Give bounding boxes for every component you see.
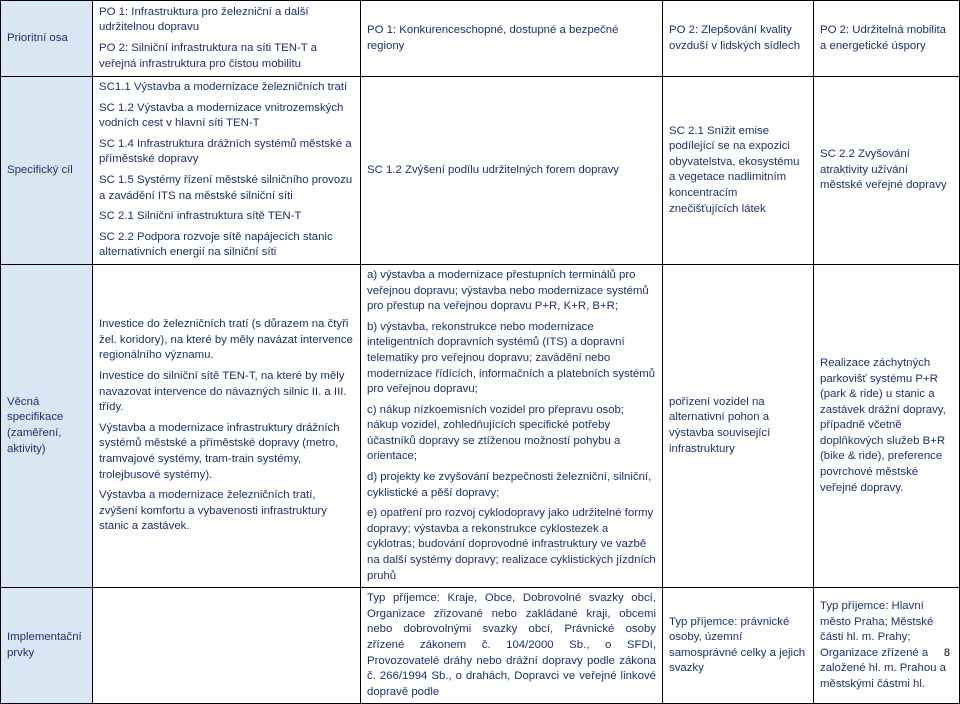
row-label-activity: Věcná specifikace (zaměření, aktivity) (1, 264, 93, 587)
specific-goal-item: SC 1.5 Systémy řízení městské silničního provozu a zavádění ITS na městské silniční síti (99, 173, 353, 202)
priority-col1-item: PO 1: Infrastruktura pro železniční a další udržitelnou dopravu (99, 5, 309, 34)
specific-goal-item: SC1.1 Výstavba a modernizace železničních tratí (99, 81, 348, 93)
activity-item: d) projekty ke zvyšování bezpečnosti železniční, silniční, cyklistické a pěší dopravy; (367, 471, 652, 499)
activity-item: c) nákup nízkoemisních vozidel pro přepravu osob; nákup vozidel, zohledňujících specifické potřeby účastníků dopravy se ztíženou možností pohybu a orientace; (367, 403, 625, 463)
activity-item: b) výstavba, rekonstrukce nebo modernizace inteligentních dopravních systémů (ITS) a dopravní telematiky pro veřejnou dopravu; zavádění nebo modernizace řídících, informačních a platebních systémů pro veřejnou dopravu; (367, 320, 656, 396)
implementation-col4: Typ příjemce: Hlavní město Praha; Městské části hl. m. Prahy; Organizace zřízené a založené hl. m. Prahou a městskými částmi hl. (814, 588, 960, 704)
priority-col1-item: PO 2: Silniční infrastruktura na síti TEN-T a veřejná infrastruktura pro čistou mobilitu (99, 42, 317, 70)
specific-col4: SC 2.2 Zvyšování atraktivity užívání městské veřejné dopravy (814, 77, 960, 265)
implementation-col2: Typ příjemce: Kraje, Obce, Dobrovolné svazky obcí, Organizace zřizované nebo zakládané kraji, obcemi nebo dobrovolnými svazky obcí, Právnické osoby zřízené zákonem č. 104/2000 Sb., o SFDI, Provozovatelé dráhy nebo drážní dopravy podle zákona č. 266/1994 Sb., o drahách, Dopravci ve veřejné linkové dopravě podle (361, 588, 663, 704)
row-priority (1, 1, 960, 77)
activity-col4: Realizace záchytných parkovišť systému P+R (park & ride) u stanic a zastávek drážní dopravy, případně včetně doplňkových služeb B+R (bike & ride), preference povrchové městské veřejné dopravy. (814, 264, 960, 587)
activity-item: Investice do železničních tratí (s důrazem na čtyři žel. koridory), na které by měly navázat intervence regionálního významu. (99, 318, 353, 362)
activity-col3: pořízení vozidel na alternativní pohon a výstavba související infrastruktury (663, 264, 814, 587)
specific-col1 (93, 77, 361, 265)
row-specific (1, 77, 960, 265)
row-implementation (1, 588, 960, 704)
activity-col2 (361, 264, 663, 587)
specific-col3: SC 2.1 Snížit emise podílející se na expozici obyvatelstva, ekosystému a vegetace nadlimitním koncentracím znečišťujících látek (663, 77, 814, 265)
specific-goal-item: SC 1.4 Infrastruktura drážních systémů městské a příměstské dopravy (99, 137, 352, 166)
implementation-col3: Typ příjemce: právnické osoby, územní samosprávné celky a jejich svazky (663, 588, 814, 704)
implementation-col1 (93, 588, 361, 704)
priority-col2: PO 1: Konkurenceschopné, dostupné a bezpečné regiony (361, 1, 663, 77)
specific-col2: SC 1.2 Zvýšení podílu udržitelných forem dopravy (361, 77, 663, 265)
row-label-implementation: Implementační prvky (1, 588, 93, 704)
row-label-specific: Specifický cíl (1, 77, 93, 265)
priority-col3: PO 2: Zlepšování kvality ovzduší v lidských sídlech (663, 1, 814, 77)
specific-goal-item: SC 2.2 Podpora rozvoje sítě napájecích stanic alternativních energií na silniční síti (99, 230, 333, 259)
activity-item: e) opatření pro rozvoj cyklodopravy jako udržitelné formy dopravy; výstavba a rekonstrukce cyklostezek a cyklotras; budování doprovodné infrastruktury ve vazbě na další systémy dopravy; realizace cyklistických jízdních pruhů (367, 507, 656, 582)
activity-item: Investice do silniční sítě TEN-T, na které by měly navazovat intervence do návazných silnic II. a III. třídy. (99, 370, 347, 414)
specific-goal-item: SC 1.2 Výstavba a modernizace vnitrozemských vodních cest v hlavní síti TEN-T (99, 101, 344, 130)
activity-item: Výstavba a modernizace infrastruktury drážních systémů městské a příměstské dopravy (metro, tramvajové systémy, tram-train systémy, trolejbusové systémy). (99, 421, 340, 481)
specific-goal-item: SC 2.1 Silniční infrastruktura sítě TEN-T (99, 210, 302, 223)
activity-col1 (93, 264, 361, 587)
activity-item: a) výstavba a modernizace přestupních terminálů pro veřejnou dopravu; výstavba nebo modernizace systémů pro přestup na veřejnou dopravu P+R, K+R, B+R; (367, 268, 649, 313)
row-activity (1, 264, 960, 587)
page-number: 8 (943, 647, 950, 659)
row-label-priority: Prioritní osa (1, 1, 93, 77)
priority-col4: PO 2: Udržitelná mobilita a energetické úspory (814, 1, 960, 77)
priority-col1 (93, 1, 361, 77)
activity-item: Výstavba a modernizace železničních tratí, zvýšení komfortu a vybavenosti infrastruktury stanic a zastávek. (99, 489, 327, 533)
